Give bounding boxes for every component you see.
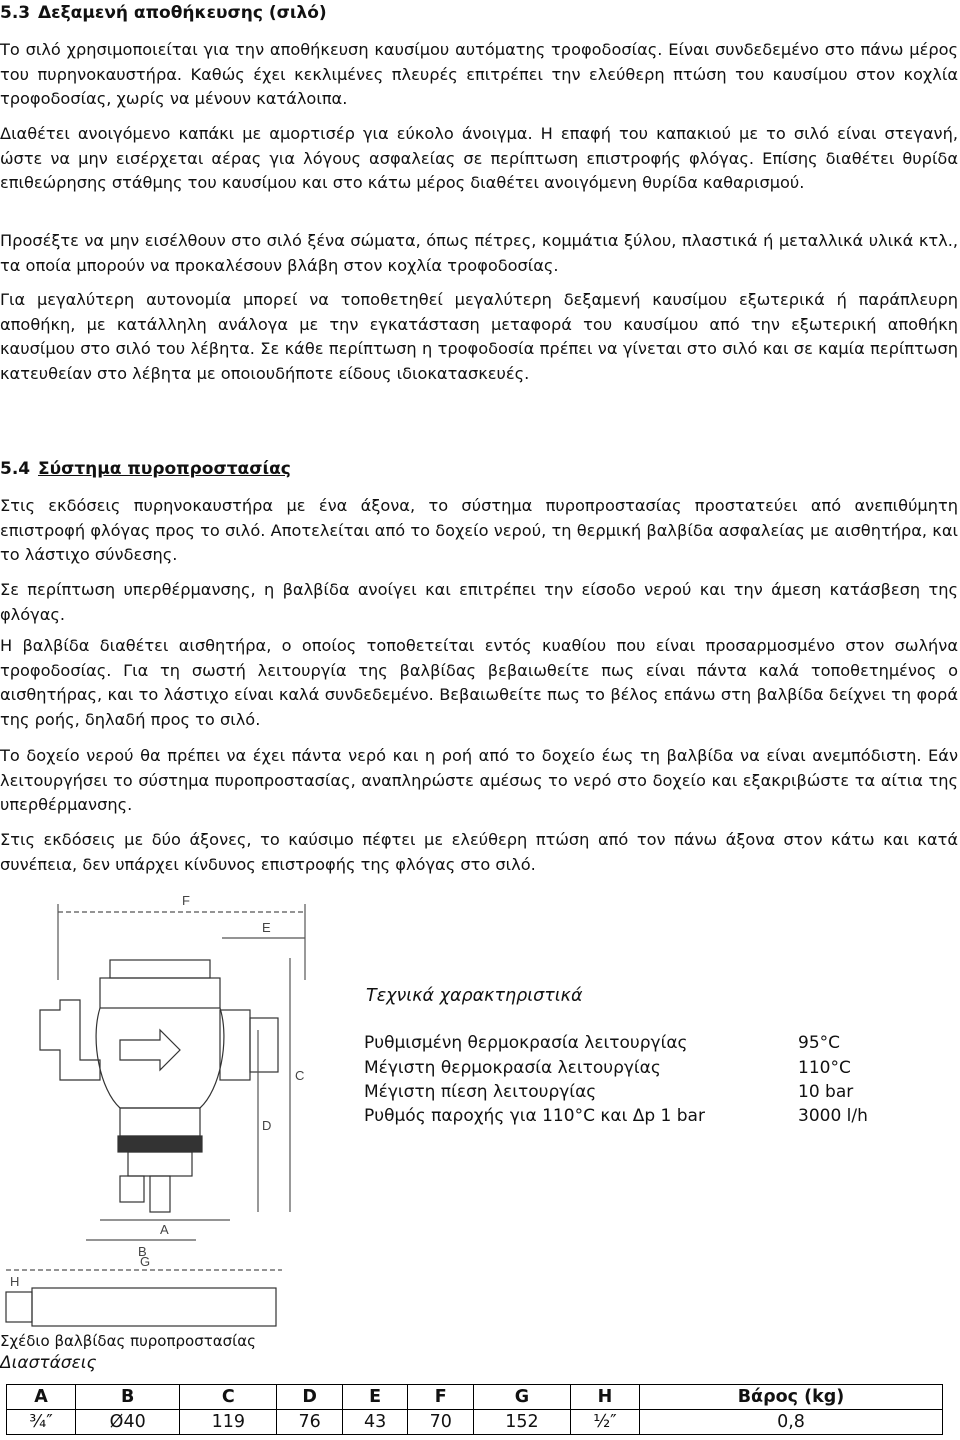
table-header-cell: A — [7, 1385, 76, 1410]
spec-value: 3000 l/h — [798, 1106, 868, 1127]
table-header-cell: C — [180, 1385, 277, 1410]
table-cell: Ø40 — [76, 1410, 180, 1435]
dim-letter-f: F — [182, 893, 190, 908]
table-cell: 119 — [180, 1410, 277, 1435]
table-header-cell: G — [474, 1385, 571, 1410]
spec-label: Ρυθμισμένη θερμοκρασία λειτουργίας — [364, 1033, 688, 1054]
spec-row — [364, 1031, 924, 1055]
technical-specs — [364, 984, 924, 1128]
paragraph: Η βαλβίδα διαθέτει αισθητήρα, ο οποίος τοποθετείται εντός κυαθίου που είναι προσαρμοσμένο στον σωλήνα τροφοδοσίας. Για τη σωστή λειτουργία της βαλβίδας βεβαιωθείτε πως είναι πάντα καλά τοποθετημένος ο αισθητήρας, και το λάστιχο είναι καλά συνδεδεμένο. Βεβαιωθείτε πως το βέλος επάνω στη βαλβίδα δείχνει τη φορά της ροής, δηλαδή προς το σιλό. — [0, 636, 958, 729]
table-row — [7, 1410, 943, 1435]
spec-row — [364, 1080, 924, 1104]
spec-row — [364, 1104, 924, 1128]
dimensions-table — [6, 1384, 943, 1435]
dim-letter-a: A — [160, 1222, 169, 1237]
dim-letter-g: G — [140, 1254, 151, 1269]
paragraph: Στις εκδόσεις με δύο άξονες, το καύσιμο πέφτει με ελεύθερη πτώση από τον πάνω άξονα στον κάτω και κατά συνέπεια, δεν υπάρχει κίνδυνος επιστροφής της φλόγας στο σιλό. — [0, 830, 958, 874]
dim-letter-h: H — [10, 1274, 20, 1289]
section-number: 5.4 — [0, 459, 31, 479]
table-cell: 0,8 — [639, 1410, 942, 1435]
paragraph: Για μεγαλύτερη αυτονομία μπορεί να τοποθετηθεί μεγαλύτερη δεξαμενή καυσίμου εξωτερικά ή παράπλευρη αποθήκη, με κατάλληλη ανάλογα με την εγκατάσταση μεταφορά του καυσίμου από την εξωτερική αποθήκη καυσίμου στο σιλό του λέβητα. Σε κάθε περίπτωση η τροφοδοσία πρέπει να γίνεται στο σιλό και σε καμία περίπτωση κατευθείαν στο λέβητα με οποιουδήποτε είδους ιδιοκατασκευές. — [0, 290, 958, 383]
table-cell: 43 — [342, 1410, 408, 1435]
dim-letter-e: E — [262, 920, 271, 935]
table-header-cell: D — [277, 1385, 343, 1410]
table-header-row — [7, 1385, 943, 1410]
table-header-cell: H — [570, 1385, 639, 1410]
spec-value: 10 bar — [798, 1081, 854, 1102]
table-cell: 152 — [474, 1410, 571, 1435]
section-5-3-heading — [0, 2, 327, 24]
paragraph: Το δοχείο νερού θα πρέπει να έχει πάντα νερό και η ροή από το δοχείο έως τη βαλβίδα να είναι ανεμπόδιστη. Εάν λειτουργήσει το σύστημα πυροπροστασίας, αναπληρώστε αμέσως το νερό στο δοχείο και εξακριβώστε τα αίτια της υπερθέρμανσης. — [0, 746, 958, 814]
table-cell: 70 — [408, 1410, 474, 1435]
table-cell: ½″ — [570, 1410, 639, 1435]
paragraph: Το σιλό χρησιμοποιείται για την αποθήκευση καυσίμου αυτόματης τροφοδοσίας. Είναι συνδεδεμένο στο πάνω μέρος του πυρηνοκαυστήρα. Καθώς έχει κεκλιμένες πλευρές επιτρέπει την ελεύθερη πτώση του καυσίμου στον κοχλία τροφοδοσίας, χωρίς να μένουν κατάλοιπα. — [0, 40, 958, 108]
spec-label: Μέγιστη θερμοκρασία λειτουργίας — [364, 1057, 661, 1078]
dim-letter-d: D — [262, 1118, 272, 1133]
valve-drawing — [0, 890, 360, 1328]
table-cell: 76 — [277, 1410, 343, 1435]
section-title: Δεξαμενή αποθήκευσης (σιλό) — [38, 3, 327, 23]
spec-row — [364, 1056, 924, 1080]
specs-title: Τεχνικά χαρακτηριστικά — [366, 986, 583, 1006]
table-header-cell: Βάρος (kg) — [639, 1385, 942, 1410]
section-title: Σύστημα πυροπροστασίας — [38, 459, 291, 479]
figure-caption: Σχέδιο βαλβίδας πυροπροστασίας — [0, 1332, 256, 1350]
spec-label: Ρυθμός παροχής για 110°C και Δp 1 bar — [364, 1106, 705, 1127]
dim-letter-c: C — [295, 1068, 305, 1083]
paragraph: Διαθέτει ανοιγόμενο καπάκι με αμορτισέρ για εύκολο άνοιγμα. Η επαφή του καπακιού με το σιλό είναι στεγανή, ώστε να μην εισέρχεται αέρας για λόγους ασφαλείας σε περίπτωση επιστροφής φλόγας. Επίσης διαθέτει θυρίδα επιθεώρησης στάθμης του καυσίμου και στο κάτω μέρος διαθέτει ανοιγόμενη θυρίδα καθαρισμού. — [0, 124, 958, 192]
dimensions-label: Διαστάσεις — [0, 1353, 97, 1373]
section-number: 5.3 — [0, 3, 31, 23]
table-header-cell: F — [408, 1385, 474, 1410]
spec-value: 95°C — [798, 1033, 841, 1054]
paragraph: Σε περίπτωση υπερθέρμανσης, η βαλβίδα ανοίγει και επιτρέπει την είσοδο νερού και την άμεση κατάσβεση της φλόγας. — [0, 580, 958, 624]
spec-value: 110°C — [798, 1057, 851, 1078]
spec-label: Μέγιστη πίεση λειτουργίας — [364, 1081, 597, 1102]
paragraph: Στις εκδόσεις πυρηνοκαυστήρα με ένα άξονα, το σύστημα πυροπροστασίας προστατεύει από ανεπιθύμητη επιστροφή φλόγας προς το σιλό. Αποτελείται από το δοχείο νερού, τη θερμική βαλβίδα ασφαλείας με αισθητήρα, και το λάστιχο σύνδεσης. — [0, 496, 958, 564]
section-5-4-heading — [0, 458, 291, 480]
dim-letter-b: B — [138, 1244, 147, 1259]
paragraph: Προσέξτε να μην εισέλθουν στο σιλό ξένα σώματα, όπως πέτρες, κομμάτια ξύλου, πλαστικά ή μεταλλικά υλικά κτλ., τα οποία μπορούν να προκαλέσουν βλάβη στον κοχλία τροφοδοσίας. — [0, 231, 958, 275]
table-header-cell: E — [342, 1385, 408, 1410]
table-cell: ¾″ — [7, 1410, 76, 1435]
table-header-cell: B — [76, 1385, 180, 1410]
